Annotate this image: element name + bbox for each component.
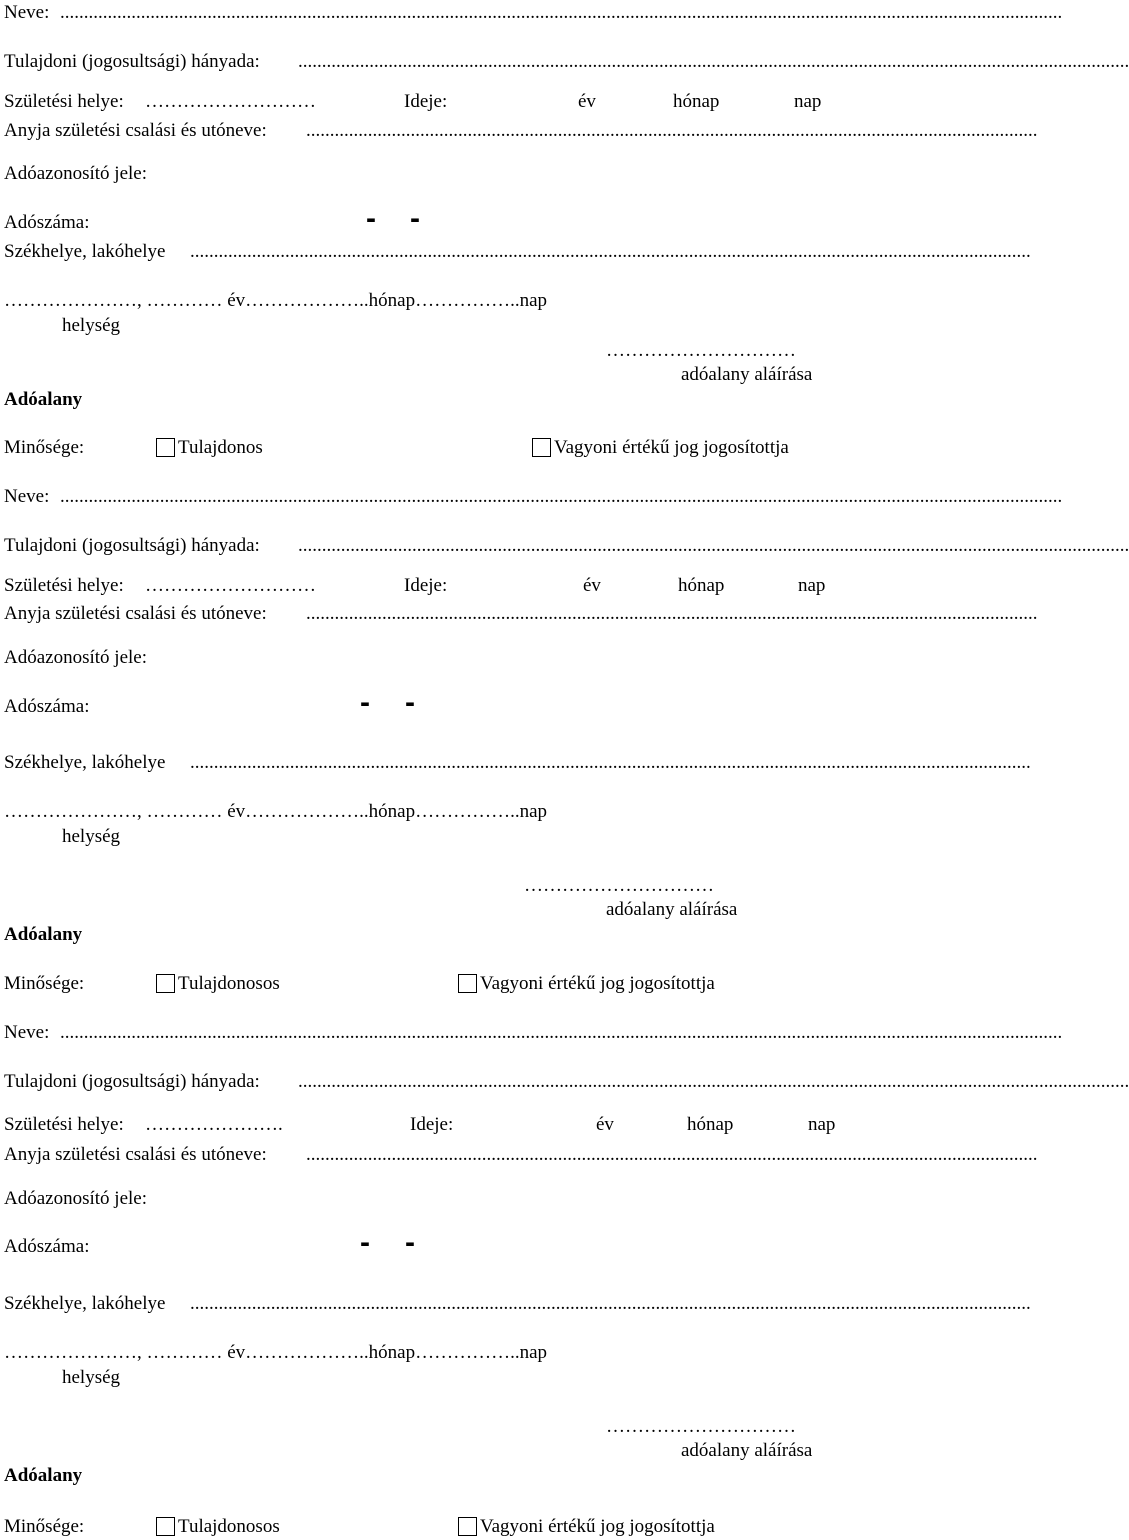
tax-number-label: Adószáma: — [4, 696, 90, 717]
birth-day-label: nap — [808, 1114, 836, 1135]
tax-number-dash: - — [410, 202, 420, 235]
birth-day-label: nap — [794, 91, 822, 112]
signature-line[interactable]: ………………………… — [606, 1416, 796, 1437]
address-field[interactable]: ................................................................................................................................................................................. — [190, 752, 1031, 773]
capacity-label: Minősége: — [4, 973, 85, 994]
birthdate-label: Ideje: — [404, 91, 448, 112]
tax-id-label: Adóazonosító jele: — [4, 163, 147, 184]
signature-line[interactable]: ………………………… — [606, 340, 796, 361]
tax-number-dash: - — [405, 1226, 415, 1259]
tax-id-label: Adóazonosító jele: — [4, 1188, 147, 1209]
taxpayer-heading: Adóalany — [4, 1465, 83, 1486]
owner-option-label: Tulajdonosos — [178, 1516, 280, 1537]
birthplace-label: Születési helye: — [4, 1114, 124, 1135]
share-label: Tulajdoni (jogosultsági) hányada: — [4, 1071, 260, 1092]
tax-number-dash: - — [405, 686, 415, 719]
birth-year-label: év — [583, 575, 601, 596]
birthdate-label: Ideje: — [410, 1114, 454, 1135]
birth-year-label: év — [578, 91, 596, 112]
share-field[interactable]: ............................................................................................................................................................................... — [298, 535, 1129, 556]
share-label: Tulajdoni (jogosultsági) hányada: — [4, 51, 260, 72]
mother-name-label: Anyja születési csalási és utóneve: — [4, 1144, 267, 1165]
mother-name-field[interactable]: .......................................................................................................................................................... — [306, 120, 1038, 141]
address-label: Székhelye, lakóhelye — [4, 752, 166, 773]
owner-option-label: Tulajdonos — [178, 437, 263, 458]
owner-checkbox[interactable] — [156, 974, 175, 993]
birthplace-label: Születési helye: — [4, 91, 124, 112]
name-field[interactable]: ................................................................................................................................................................................................................... — [60, 486, 1063, 507]
right-holder-option-label: Vagyoni értékű jog jogosítottja — [480, 1516, 715, 1537]
name-label: Neve: — [4, 2, 50, 23]
date-place-line[interactable]: …………………, ………… év………………..hónap……………..nap — [4, 290, 548, 311]
name-field[interactable]: ................................................................................................................................................................................................................... — [60, 1022, 1063, 1043]
address-field[interactable]: ................................................................................................................................................................................. — [190, 241, 1031, 262]
date-place-line[interactable]: …………………, ………… év………………..hónap……………..nap — [4, 1342, 548, 1363]
name-label: Neve: — [4, 1022, 50, 1043]
capacity-label: Minősége: — [4, 437, 85, 458]
signature-caption: adóalany aláírása — [681, 1440, 813, 1461]
mother-name-label: Anyja születési csalási és utóneve: — [4, 603, 267, 624]
tax-number-label: Adószáma: — [4, 212, 90, 233]
birth-year-label: év — [596, 1114, 614, 1135]
name-label: Neve: — [4, 486, 50, 507]
address-label: Székhelye, lakóhelye — [4, 241, 166, 262]
right-holder-checkbox[interactable] — [458, 1517, 477, 1536]
mother-name-field[interactable]: .......................................................................................................................................................... — [306, 603, 1038, 624]
place-caption: helység — [62, 315, 121, 336]
place-caption: helység — [62, 1367, 121, 1388]
name-field[interactable]: ................................................................................................................................................................................................................... — [60, 2, 1063, 23]
address-field[interactable]: ................................................................................................................................................................................. — [190, 1293, 1031, 1314]
signature-caption: adóalany aláírása — [606, 899, 738, 920]
share-field[interactable]: ............................................................................................................................................................................... — [298, 1071, 1129, 1092]
signature-caption: adóalany aláírása — [681, 364, 813, 385]
right-holder-checkbox[interactable] — [532, 438, 551, 457]
right-holder-option-label: Vagyoni értékű jog jogosítottja — [480, 973, 715, 994]
right-holder-option-label: Vagyoni értékű jog jogosítottja — [554, 437, 789, 458]
date-place-line[interactable]: …………………, ………… év………………..hónap……………..nap — [4, 801, 548, 822]
birthdate-label: Ideje: — [404, 575, 448, 596]
place-caption: helység — [62, 826, 121, 847]
birthplace-field[interactable]: ……………………… — [145, 575, 316, 596]
signature-line[interactable]: ………………………… — [524, 875, 714, 896]
share-label: Tulajdoni (jogosultsági) hányada: — [4, 535, 260, 556]
birthplace-field[interactable]: …………………. — [145, 1114, 283, 1135]
birth-month-label: hónap — [673, 91, 720, 112]
birth-day-label: nap — [798, 575, 826, 596]
mother-name-label: Anyja születési csalási és utóneve: — [4, 120, 267, 141]
birth-month-label: hónap — [678, 575, 725, 596]
capacity-label: Minősége: — [4, 1516, 85, 1537]
share-field[interactable]: ............................................................................................................................................................................... — [298, 51, 1129, 72]
right-holder-checkbox[interactable] — [458, 974, 477, 993]
taxpayer-heading: Adóalany — [4, 389, 83, 410]
birth-month-label: hónap — [687, 1114, 734, 1135]
address-label: Székhelye, lakóhelye — [4, 1293, 166, 1314]
taxpayer-heading: Adóalany — [4, 924, 83, 945]
tax-number-dash: - — [360, 1226, 370, 1259]
tax-id-label: Adóazonosító jele: — [4, 647, 147, 668]
mother-name-field[interactable]: .......................................................................................................................................................... — [306, 1144, 1038, 1165]
owner-checkbox[interactable] — [156, 438, 175, 457]
tax-number-dash: - — [360, 686, 370, 719]
owner-checkbox[interactable] — [156, 1517, 175, 1536]
birthplace-field[interactable]: ……………………… — [145, 91, 316, 112]
tax-number-dash: - — [366, 202, 376, 235]
tax-number-label: Adószáma: — [4, 1236, 90, 1257]
birthplace-label: Születési helye: — [4, 575, 124, 596]
owner-option-label: Tulajdonosos — [178, 973, 280, 994]
